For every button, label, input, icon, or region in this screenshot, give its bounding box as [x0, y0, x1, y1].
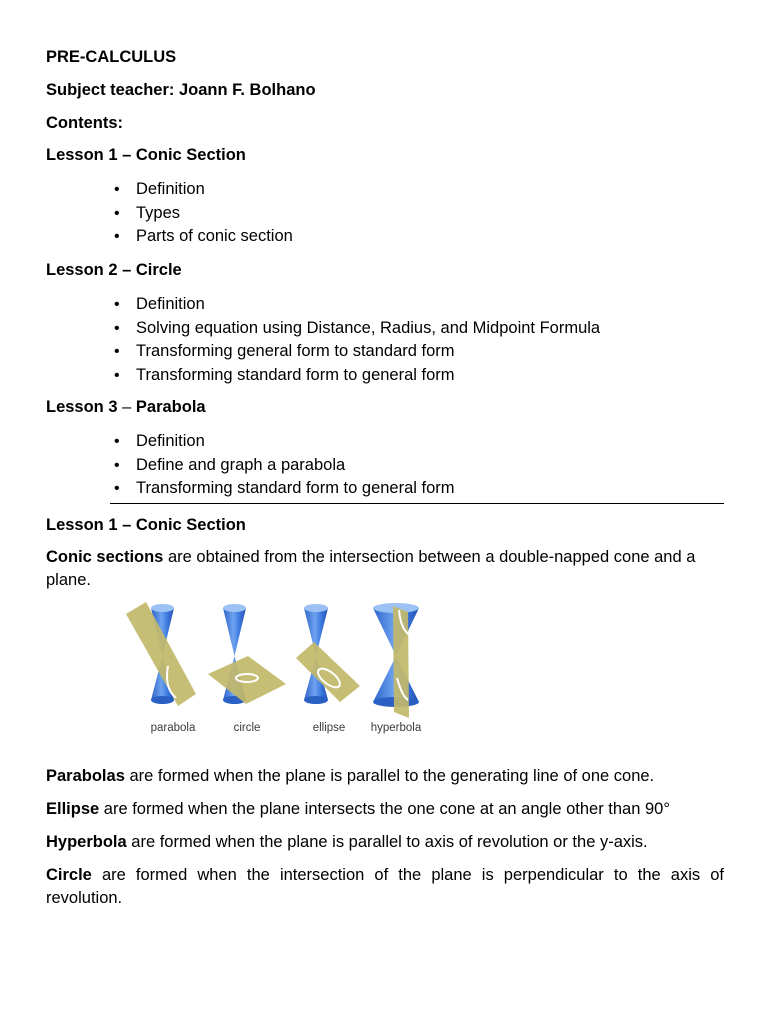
- definition-text: are formed when the intersection of the plane is perpendicular to the axis of revolution.: [46, 866, 724, 907]
- definition-text: are formed when the plane intersects the one cone at an angle other than 90°: [99, 800, 670, 818]
- definition-ellipse: [46, 798, 724, 821]
- definition-text: are formed when the plane is parallel to axis of revolution or the y-axis.: [126, 833, 648, 851]
- definition-term: Parabolas: [46, 767, 125, 785]
- lesson-3-title-name: Parabola: [135, 398, 206, 416]
- lesson-1-title: Lesson 1 – Conic Section: [46, 146, 246, 164]
- course-title: PRE-CALCULUS: [46, 48, 177, 66]
- list-item: • Definition: [110, 293, 600, 317]
- hyperbola-diagram: [373, 603, 419, 718]
- lesson-3-title-dash: –: [117, 398, 136, 416]
- list-item: • Transforming standard form to general form: [110, 364, 600, 388]
- contents-label: Contents:: [46, 114, 123, 132]
- definition-hyperbola: [46, 831, 724, 854]
- subject-teacher: Subject teacher: Joann F. Bolhano: [46, 81, 316, 99]
- section-divider: [110, 503, 724, 504]
- list-item: • Definition: [110, 430, 455, 454]
- figure-label-circle: circle: [233, 722, 261, 734]
- section-heading: Lesson 1 – Conic Section: [46, 516, 246, 534]
- intro-paragraph: [46, 546, 724, 591]
- definition-term: Ellipse: [46, 800, 100, 818]
- lesson-3-title-number: Lesson 3: [46, 398, 118, 416]
- lesson-2-topics: [110, 293, 600, 388]
- circle-diagram: [208, 604, 286, 704]
- figure-label-parabola: parabola: [150, 722, 196, 734]
- conic-sections-figure: [118, 596, 430, 740]
- list-item: • Definition: [110, 178, 293, 202]
- lesson-2-title: Lesson 2 – Circle: [46, 261, 182, 279]
- intro-text: are obtained from the intersection between a double-napped cone and a plane.: [46, 548, 696, 589]
- intro-term: Conic sections: [46, 548, 164, 566]
- list-item: • Transforming general form to standard form: [110, 340, 600, 364]
- figure-label-hyperbola: hyperbola: [370, 722, 422, 734]
- list-item: • Types: [110, 202, 293, 226]
- list-item: • Define and graph a parabola: [110, 454, 455, 478]
- definition-term: Hyperbola: [46, 833, 127, 851]
- definition-term: Circle: [46, 866, 92, 884]
- parabola-diagram: [126, 602, 196, 706]
- lesson-3-title: [46, 396, 206, 418]
- list-item: • Solving equation using Distance, Radius, and Midpoint Formula: [110, 317, 600, 341]
- lesson-1-topics: [110, 178, 293, 249]
- definition-parabolas: [46, 765, 724, 788]
- figure-label-ellipse: ellipse: [312, 722, 346, 734]
- lesson-3-topics: [110, 430, 455, 501]
- ellipse-diagram: [296, 604, 360, 704]
- definition-circle: [46, 864, 724, 909]
- definition-text: are formed when the plane is parallel to the generating line of one cone.: [124, 767, 655, 785]
- list-item: • Parts of conic section: [110, 225, 293, 249]
- list-item: • Transforming standard form to general form: [110, 477, 455, 501]
